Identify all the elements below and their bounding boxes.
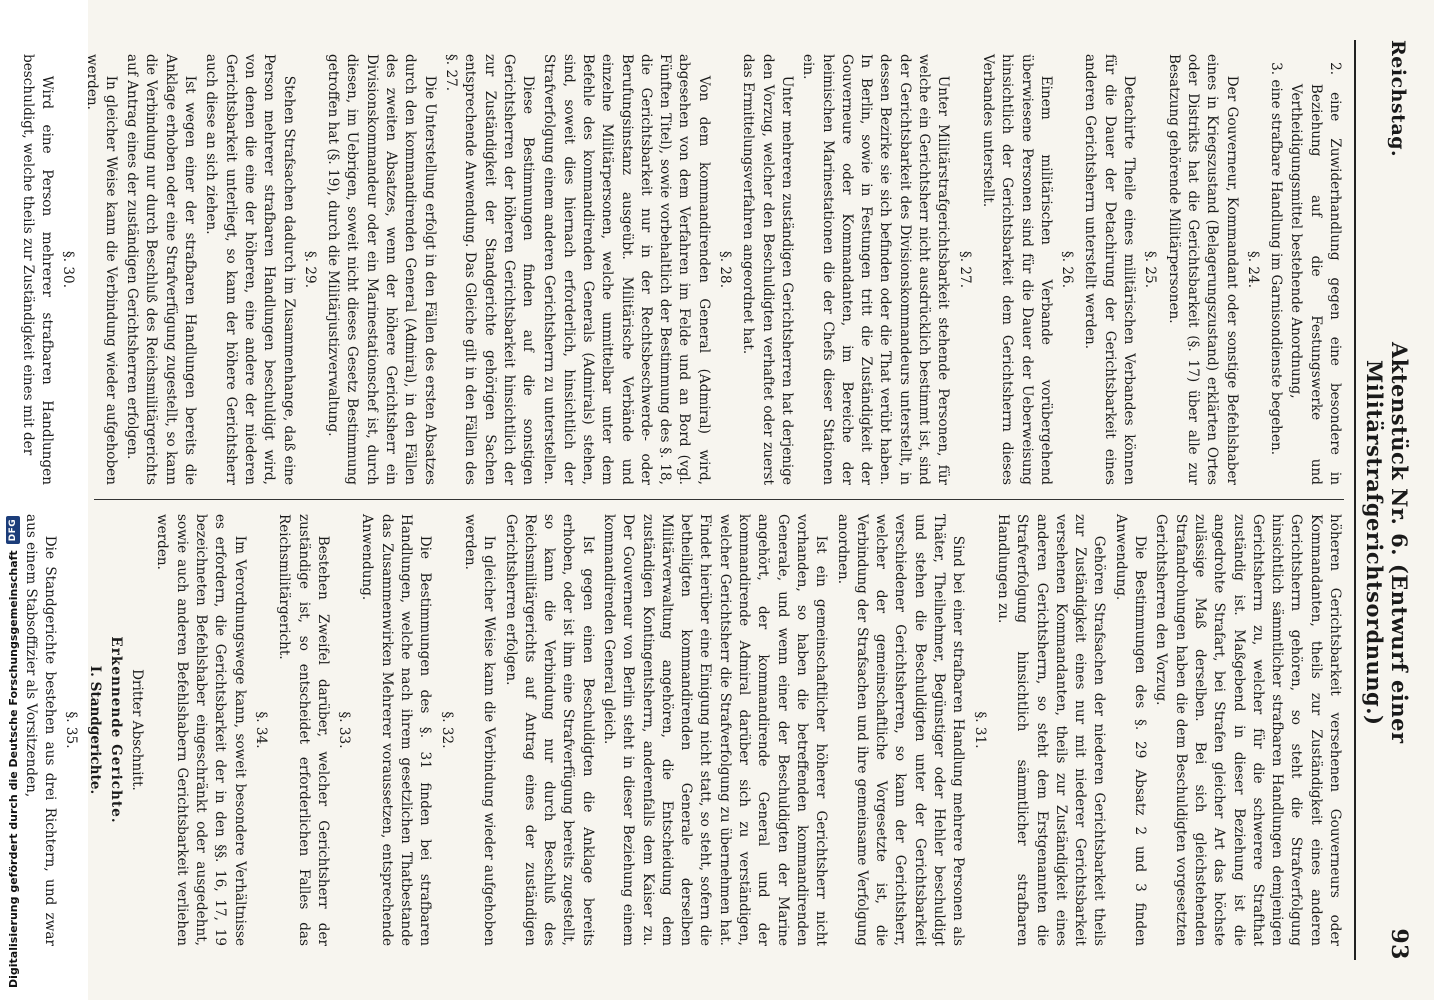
right-column <box>22 500 1344 960</box>
paragraph: Die Bestimmungen des §. 29 Absatz 2 und 3 finden Anwendung. <box>1112 514 1149 946</box>
paragraph: Sind bei einer strafbaren Handlung mehrere Personen als Thäter, Theilnehmer, Begünstiger oder Hehler beschuldigt und stehen die Beschuldigten unter der Gerichtsbarkeit verschiedener Gerichtsherren, so kann der Gerichtsherr, welcher der gemeinschaftliche Vorgesetzte ist, die Verbindung der Strafsachen und ihre gemeinsame Verfolgung anordnen. <box>834 514 967 946</box>
paragraph: Stehen Strafsachen dadurch im Zusammenhange, daß eine Person mehrerer strafbaren Handlungen beschuldigt wird, von denen die eine der höheren, eine andere der niederen Gerichtsbarkeit unterliegt, so kann der höhere Gerichtsherr auch diese an sich ziehen. <box>203 54 297 485</box>
running-head-left: Reichstag. <box>1387 40 1409 158</box>
paragraph: Die Bestimmungen des §. 31 finden bei strafbaren Handlungen, welche nach ihrem gesetzlichen Thatbestande das Zusammenwirken Mehrerer voraussetzen, entsprechende Anwendung. <box>359 514 434 946</box>
section-number: §. 25. <box>1142 250 1159 289</box>
document-page <box>19 0 1434 1000</box>
section-number: §. 30. <box>60 250 77 289</box>
running-head-title: Aktenstück Nr. 6. (Entwurf einer Militärstrafgerichtsordnung.) <box>1362 342 1412 744</box>
section-number: §. 24. <box>1244 250 1261 289</box>
dfg-logo-icon: DFG <box>6 516 20 545</box>
part-title: Erkennende Gerichte. <box>107 636 124 824</box>
paragraph: Im Verordnungswege kann, soweit besondere Verhältnisse es erfordern, die Gerichtsbarkeit der in den §§. 16, 17, 19 bezeichneten Befehlshaber eingeschränkt oder ausgedehnt, sowie auch anderen Befehlshabern Gerichtsbarkeit verliehen werden. <box>154 514 248 946</box>
paragraph: Der Gouverneur, Kommandant oder sonstige Befehlshaber eines in Kriegszustand (Belagerungszustand) erklärten Ortes oder Distrikts hat die Gerichtsbarkeit (§. 17) über alle zur Besatzung gehörende Militärpersonen. <box>1165 54 1240 485</box>
section-number: §. 31. <box>971 711 988 749</box>
section-number: §. 28. <box>717 250 734 289</box>
paragraph: Ist gegen einen Beschuldigten die Anklage bereits erhoben, oder ist ihm eine Strafverfügung bereits zugestellt, so kann die Verbindung nur durch Beschluß des Reichsmilitärgerichts auf Antrag eines der zuständigen Gerichtsherren erfolgen. <box>502 514 596 946</box>
section-number: §. 32. <box>438 711 455 749</box>
section-number: §. 27. <box>956 250 973 289</box>
paragraph: Ist ein gemeinschaftlicher höherer Gerichtsherr nicht vorhanden, so haben die betreffenden kommandirenden Generale, und wenn einer der Beschuldigten der Marine angehört, der kommandirende General und der kommandirende Admiral darüber sich zu verständigen, welcher Gerichtsherr die Strafverfolgung zu übernehmen hat. Findet hierüber eine Einigung nicht statt, so steht, sofern die betheiligten kommandirenden Generale derselben Militärverwaltung angehören, die Entscheidung dem zuständigen Kontingentsherrn, anderenfalls dem Kaiser zu. Der Gouverneur von Berlin steht in dieser Beziehung einem kommandirenden General gleich. <box>601 514 830 946</box>
section-number: §. 35. <box>63 711 80 749</box>
paragraph: Unter mehreren zuständigen Gerichtsherren hat derjenige den Vorzug, welcher den Beschuldigten verhaftet oder zuerst das Ermittelungsverfahren angeordnet hat. <box>740 54 795 485</box>
section-number: §. 26. <box>1059 250 1076 289</box>
paragraph: Diese Bestimmungen finden auf die sonstigen Gerichtsherren der höheren Gerichtsbarkeit hinsichtlich der zur Zuständigkeit der Standgerichte gehörigen Sachen entsprechende Anwendung. Das Gleiche gilt in den Fällen des §. 27. <box>442 54 537 485</box>
paragraph: Einem militärischen Verbande vorübergehend überwiesene Personen sind für die Dauer der Ueberweisung hinsichtlich der Gerichtsbarkeit dem Gerichtsherrn dieses Verbandes unterstellt. <box>979 54 1054 485</box>
paragraph: Gehören Strafsachen der niederen Gerichtsbarkeit theils zur Zuständigkeit eines nur mit niederer Gerichtsbarkeit versehenen Kommandanten, theils zur Zuständigkeit eines anderen Gerichtsherrn, so steht dem Erstgenannten die Strafverfolgung hinsichtlich sämmtlicher strafbaren Handlungen zu. <box>994 514 1108 946</box>
paragraph: Die Standgerichte bestehen aus drei Richtern, und zwar aus einem Stabsoffizier als Vorsitzenden, <box>22 514 58 946</box>
left-column <box>19 40 1344 500</box>
page-number: 93 <box>1386 928 1412 960</box>
footer-credit-text: Digitalisierung gefördert durch die Deutsche Forschungsgemeinschaft <box>6 550 20 988</box>
paragraph: Ist wegen einer der strafbaren Handlungen bereits die Anklage erhoben oder eine Strafverfügung zugestellt, so kann die Verbindung nur durch Beschluß des Reichsmilitärgerichts auf Antrag eines der zuständigen Gerichtsherren erfolgen. <box>124 54 199 485</box>
paragraph: Wird eine Person mehrerer strafbaren Handlungen beschuldigt, welche theils zur Zuständigkeit eines mit der <box>19 54 55 485</box>
scan-frame <box>19 0 1434 1000</box>
list-item: 2. eine Zuwiderhandlung gegen eine besondere in Beziehung auf die Festungswerke und Vertheidigungsmittel bestehende Anordnung, <box>1288 62 1343 485</box>
section-number: §. 29. <box>301 250 318 289</box>
list-item: 3. eine strafbare Handlung im Garnisondienste begehen. <box>1268 62 1285 456</box>
subsection-title: I. Standgerichte. <box>86 665 103 795</box>
section-number: §. 33. <box>336 711 353 749</box>
paragraph: Bestehen Zweifel darüber, welcher Gerichtsherr der zuständige ist, so entscheidet erforderlichen Falles das Reichsmilitärgericht. <box>276 514 331 946</box>
paragraph: Die Unterstellung erfolgt in den Fällen des ersten Absatzes durch den kommandirenden General (Admiral), in den Fällen des zweiten Absatzes, wenn der höhere Gerichtsherr ein Divisionskommandeur oder ein Marinestationschef ist, durch diesen, im Uebrigen, soweit nicht dieses Gesetz Bestimmung getroffen hat (§. 19), durch die Militärjustizverwaltung. <box>325 54 438 485</box>
paragraph: Unter Militärstrafgerichtsbarkeit stehende Personen, für welche ein Gerichtsherr nicht ausdrücklich bestimmt ist, sind der Gerichtsbarkeit des Divisionskommandeurs unterstellt, in dessen Bezirke sie sich befinden oder die That verübt haben. In Berlin, sowie in Festungen tritt die Zuständigkeit der Gouverneure oder Kommandanten, im Bereiche der heimischen Marinestationen die der Chefs dieser Stationen ein. <box>800 54 952 485</box>
paragraph: In gleicher Weise kann die Verbindung wieder aufgehoben werden. <box>83 54 119 485</box>
running-head <box>1354 40 1412 960</box>
part-heading: Dritter Abschnitt. <box>129 669 146 791</box>
text-columns <box>19 40 1344 960</box>
paragraph: Von dem kommandirenden General (Admiral) wird, abgesehen von dem Verfahren im Felde und an Bord (vgl. Fünften Titel), sowie vorbehaltlich der Bestimmung des §. 18, die Gerichtsbarkeit nur in der Rechtsbeschwerde- oder Berufungsinstanz ausgeübt. Militärische Verbände und einzelne Militärpersonen, welche unmittelbar unter dem Befehle des kommandirenden Generals (Admirals) stehen, sind, soweit dies hiernach erforderlich, hinsichtlich der Strafverfolgung einem anderen Gerichtsherrn zu unterstellen. <box>541 54 712 485</box>
paragraph: In gleicher Weise kann die Verbindung wieder aufgehoben werden. <box>461 514 498 946</box>
section-number: §. 34. <box>252 711 269 749</box>
paragraph: Detachirte Theile eines militärischen Verbandes können für die Dauer der Detachirung der Gerichtsbarkeit eines anderen Gerichtsherrn unterstellt werden. <box>1082 54 1138 485</box>
paragraph: höheren Gerichtsbarkeit versehenen Gouverneurs oder Kommandanten, theils zur Zuständigkeit eines anderen Gerichtsherrn gehören, so steht die Strafverfolgung hinsichtlich sämmtlicher strafbaren Handlungen demjenigen Gerichtsherrn zu, welcher für die schwerere Strafthat zuständig ist. Maßgebend in dieser Beziehung ist die angedrohte Strafart, bei Strafen gleicher Art das höchste zulässige Maß derselben. Bei sich gleichstehenden Strafandrohungen haben die dem Beschuldigten vorgesetzten Gerichtsherren den Vorzug. <box>1153 514 1343 946</box>
